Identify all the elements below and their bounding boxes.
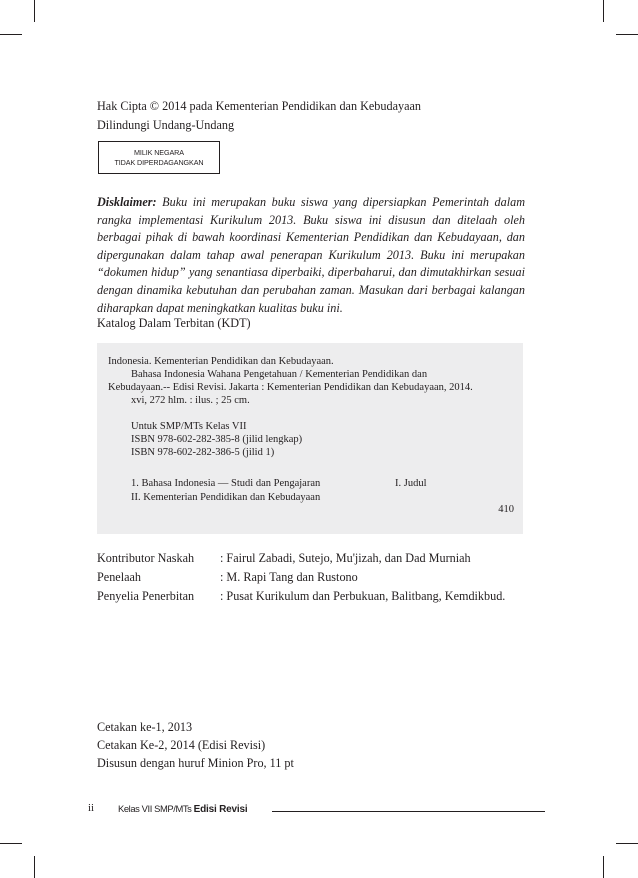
footer-rule (272, 811, 545, 812)
kdt-subject: II. Kementerian Pendidikan dan Kebudayaan (131, 492, 321, 503)
page-number: ii (88, 802, 95, 814)
contributor-label: Penelaah (97, 570, 141, 584)
contributor-label: Kontributor Naskah (97, 551, 195, 565)
kdt-heading: Katalog Dalam Terbitan (KDT) (97, 316, 251, 330)
footer-class: Kelas VII SMP/MTs (118, 803, 192, 814)
not-for-sale-stamp (98, 141, 220, 174)
crop-mark (616, 843, 638, 844)
kdt-title-entry: I. Judul (395, 478, 427, 489)
footer-book-title (118, 803, 247, 815)
crop-mark (34, 0, 35, 22)
crop-mark (603, 0, 604, 22)
contributor-row (97, 587, 505, 606)
kdt-line: Indonesia. Kementerian Pendidikan dan Kebudayaan. (108, 356, 334, 367)
kdt-line: Kebudayaan.-- Edisi Revisi. Jakarta : Kementerian Pendidikan dan Kebudayaan, 2014. (108, 382, 473, 393)
disclaimer-text: Buku ini merupakan buku siswa yang dipersiapkan Pemerintah dalam rangka implementasi Kurikulum 2013. Buku siswa ini disusun dan ditelaah oleh berbagai pihak di bawah koordinasi Kementerian Pendidikan dan Kebudayaan, dan dipergunakan dalam tahap awal penerapan Kurikulum 2013. Buku ini merupakan “dokumen hidup” yang senantiasa diperbaiki, diperbaharui, dan dimutakhirkan sesuai dengan dinamika kebutuhan dan perubahan zaman. Masukan dari berbagai kalangan diharapkan dapat meningkatkan kualitas buku ini. (97, 195, 525, 315)
kdt-isbn: ISBN 978-602-282-385-8 (jilid lengkap) (131, 434, 303, 445)
typeface-line: Disusun dengan huruf Minion Pro, 11 pt (97, 756, 294, 770)
kdt-subject: 1. Bahasa Indonesia — Studi dan Pengajaran (131, 478, 321, 489)
crop-mark (616, 34, 638, 35)
contributor-row (97, 549, 505, 568)
contributor-value: : Pusat Kurikulum dan Perbukuan, Balitbang, Kemdikbud. (220, 589, 506, 603)
contributors-block (97, 549, 505, 606)
print-edition-line: Cetakan ke-1, 2013 (97, 720, 193, 734)
contributor-value: : M. Rapi Tang dan Rustono (220, 570, 358, 584)
print-edition-line: Cetakan Ke-2, 2014 (Edisi Revisi) (97, 738, 266, 752)
kdt-classification-number: 410 (498, 504, 514, 515)
kdt-isbn: ISBN 978-602-282-386-5 (jilid 1) (131, 447, 275, 458)
colophon-block (97, 718, 294, 772)
crop-mark (603, 856, 604, 878)
contributor-row (97, 568, 505, 587)
stamp-line-2: TIDAK DIPERDAGANGKAN (114, 158, 204, 167)
kdt-catalog-box (97, 343, 523, 534)
crop-mark (34, 856, 35, 878)
disclaimer-paragraph (97, 194, 525, 317)
contributor-label: Penyelia Penerbitan (97, 589, 195, 603)
copyright-line: Hak Cipta © 2014 pada Kementerian Pendidikan dan Kebudayaan (97, 99, 422, 113)
crop-mark (0, 34, 22, 35)
kdt-line: Bahasa Indonesia Wahana Pengetahuan / Kementerian Pendidikan dan (131, 369, 428, 380)
copyright-block (97, 97, 421, 135)
contributor-value: : Fairul Zabadi, Sutejo, Mu'jizah, dan Dad Murniah (220, 551, 471, 565)
disclaimer-label: Disklaimer: (97, 195, 157, 209)
stamp-line-1: MILIK NEGARA (134, 148, 184, 157)
crop-mark (0, 843, 22, 844)
footer-edition: Edisi Revisi (193, 804, 248, 815)
kdt-line: Untuk SMP/MTs Kelas VII (131, 421, 247, 432)
protection-line: Dilindungi Undang-Undang (97, 118, 235, 132)
kdt-line: xvi, 272 hlm. : ilus. ; 25 cm. (131, 395, 250, 406)
